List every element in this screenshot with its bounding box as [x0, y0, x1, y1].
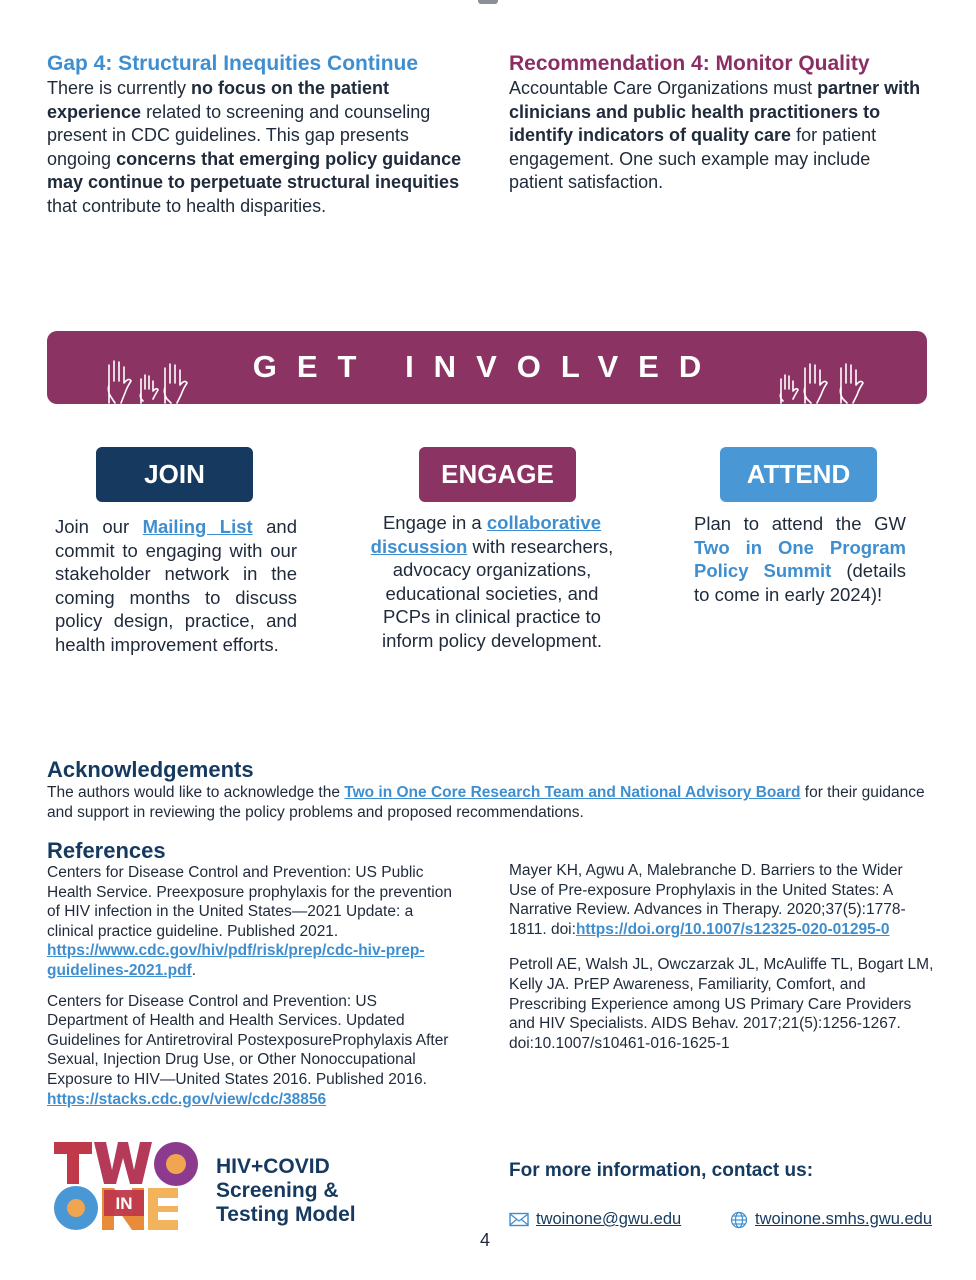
reference-text: Mayer KH, Agwu A, Malebranche D. Barriers to the Wider Use of Pre-exposure Prophylaxis in the United States: A Narrative Review. Advances in Therapy. 2020;37(5):1778-1811. doi: — [509, 862, 906, 938]
attend-text-block — [694, 512, 906, 606]
rec-bold-1: partner with clinicians and public health practitioners to identify indicators of quality care — [509, 78, 921, 146]
gap-section — [47, 51, 477, 219]
mail-icon — [509, 1212, 529, 1227]
gap-text-3: that contribute to health disparities. — [47, 195, 327, 216]
reference-link[interactable]: https://doi.org/10.1007/s12325-020-01295-0 — [575, 920, 890, 938]
page-top-tab — [478, 0, 498, 4]
join-text-block — [55, 515, 297, 657]
references-right-column — [509, 861, 934, 1064]
collaborative-discussion-link[interactable]: collaborative discussion — [370, 512, 602, 557]
attend-text-1: Plan to attend the GW — [694, 513, 906, 534]
reference-after: . — [191, 961, 197, 979]
tagline-line-3: Testing Model — [216, 1203, 356, 1226]
reference-item — [47, 863, 462, 981]
tagline-line-2: Screening & — [216, 1179, 339, 1202]
gap-title: Gap 4: Structural Inequities Continue — [47, 52, 419, 75]
rec-text-1: Accountable Care Organizations must — [509, 78, 818, 98]
two-in-one-logo — [52, 1140, 204, 1232]
mailing-list-link[interactable]: Mailing List — [142, 516, 253, 537]
reference-link[interactable]: https://www.cdc.gov/hiv/pdf/risk/prep/cdc-hiv-prep-guidelines-2021.pdf — [47, 942, 425, 979]
policy-summit-link[interactable]: Two in One Program Policy Summit — [694, 536, 906, 582]
join-description — [55, 515, 297, 657]
gap-text-2: related to screening and counseling present in CDC guidelines. This gap presents ongoing — [47, 101, 431, 169]
attend-button[interactable]: ATTEND — [720, 447, 877, 502]
gap-bold-1: no focus on the patient experience — [47, 78, 390, 122]
get-involved-banner — [47, 331, 927, 404]
engage-button[interactable]: ENGAGE — [419, 447, 576, 502]
page-number: 4 — [480, 1230, 491, 1250]
contact-title: For more information, contact us: — [509, 1160, 814, 1181]
join-text-2: and commit to engaging with our stakeholder network in the coming months to discuss policy design, practice, and health improvement efforts. — [55, 516, 297, 655]
gap-text-1: There is currently — [47, 78, 192, 98]
attend-description — [694, 512, 906, 606]
recommendation-section — [509, 51, 929, 195]
engage-description — [360, 511, 624, 653]
join-text-1: Join our — [55, 516, 143, 537]
email-link[interactable]: twoinone@gwu.edu — [536, 1210, 682, 1228]
engage-text-2: with researchers, advocacy organizations, educational societies, and PCPs in clinical practice to inform policy development. — [381, 535, 614, 651]
references-heading: References — [47, 838, 166, 863]
get-involved-title: GET INVOLVED — [252, 349, 722, 384]
acknowledgements-body — [47, 783, 927, 822]
reference-link[interactable]: https://stacks.cdc.gov/view/cdc/38856 — [47, 1090, 327, 1108]
email-contact[interactable] — [509, 1210, 681, 1229]
gap-bold-2: concerns that emerging policy guidance may continue to perpetuate structural inequities — [47, 148, 462, 193]
ack-text-2: for their guidance and support in reviewing the policy problems and proposed recommendations. — [47, 784, 925, 821]
engage-text-block — [360, 511, 624, 653]
globe-icon — [730, 1211, 748, 1229]
reference-text: Centers for Disease Control and Prevention: US Department of Health and Health Services. Updated Guidelines for Antiretroviral PostexposureProphylaxis After Sexual, Injection Drug Use, or Other Nonoccupational Exposure to HIV—United States 2016. Published 2016. — [47, 992, 449, 1088]
references-title — [47, 838, 166, 864]
recommendation-title: Recommendation 4: Monitor Quality — [509, 52, 870, 75]
acknowledgements-section — [47, 757, 927, 822]
website-link[interactable]: twoinone.smhs.gwu.edu — [755, 1210, 933, 1228]
reference-text: Petroll AE, Walsh JL, Owczarzak JL, McAuliffe TL, Bogart LM, Kelly JA. PrEP Awareness, Familiarity, Comfort, and Prescribing Experience among US Primary Care Providers and HIV Specialists. AIDS Behav. 2017;21(5):1256-1267. doi:10.1007/s10461-016-1625-1 — [509, 956, 934, 1052]
attend-text-2: (details to come in early 2024)! — [694, 560, 906, 605]
tagline-line-1: HIV+COVID — [216, 1155, 330, 1178]
reference-text: Centers for Disease Control and Prevention: US Public Health Service. Preexposure prophylaxis for the prevention of HIV infection in the United States—2021 Update: a clinical practice guideline. Published 2021. — [47, 864, 452, 940]
join-button[interactable]: JOIN — [96, 447, 253, 502]
website-contact[interactable] — [730, 1210, 932, 1229]
reference-item — [509, 955, 934, 1053]
core-team-link[interactable]: Two in One Core Research Team and National Advisory Board — [344, 784, 801, 801]
raised-hands-icon — [775, 357, 871, 407]
logo-in-text: IN — [115, 1194, 133, 1213]
engage-text-1: Engage in a — [382, 512, 487, 533]
acknowledgements-title: Acknowledgements — [47, 757, 254, 782]
ack-text-1: The authors would like to acknowledge the — [47, 784, 345, 801]
reference-item — [509, 861, 934, 939]
logo-tagline — [216, 1155, 356, 1227]
reference-item — [47, 992, 462, 1110]
recommendation-body — [509, 77, 929, 195]
references-left-column — [47, 863, 462, 1120]
rec-text-2: for patient engagement. One such example may include patient satisfaction. — [509, 125, 877, 193]
gap-body — [47, 77, 477, 219]
